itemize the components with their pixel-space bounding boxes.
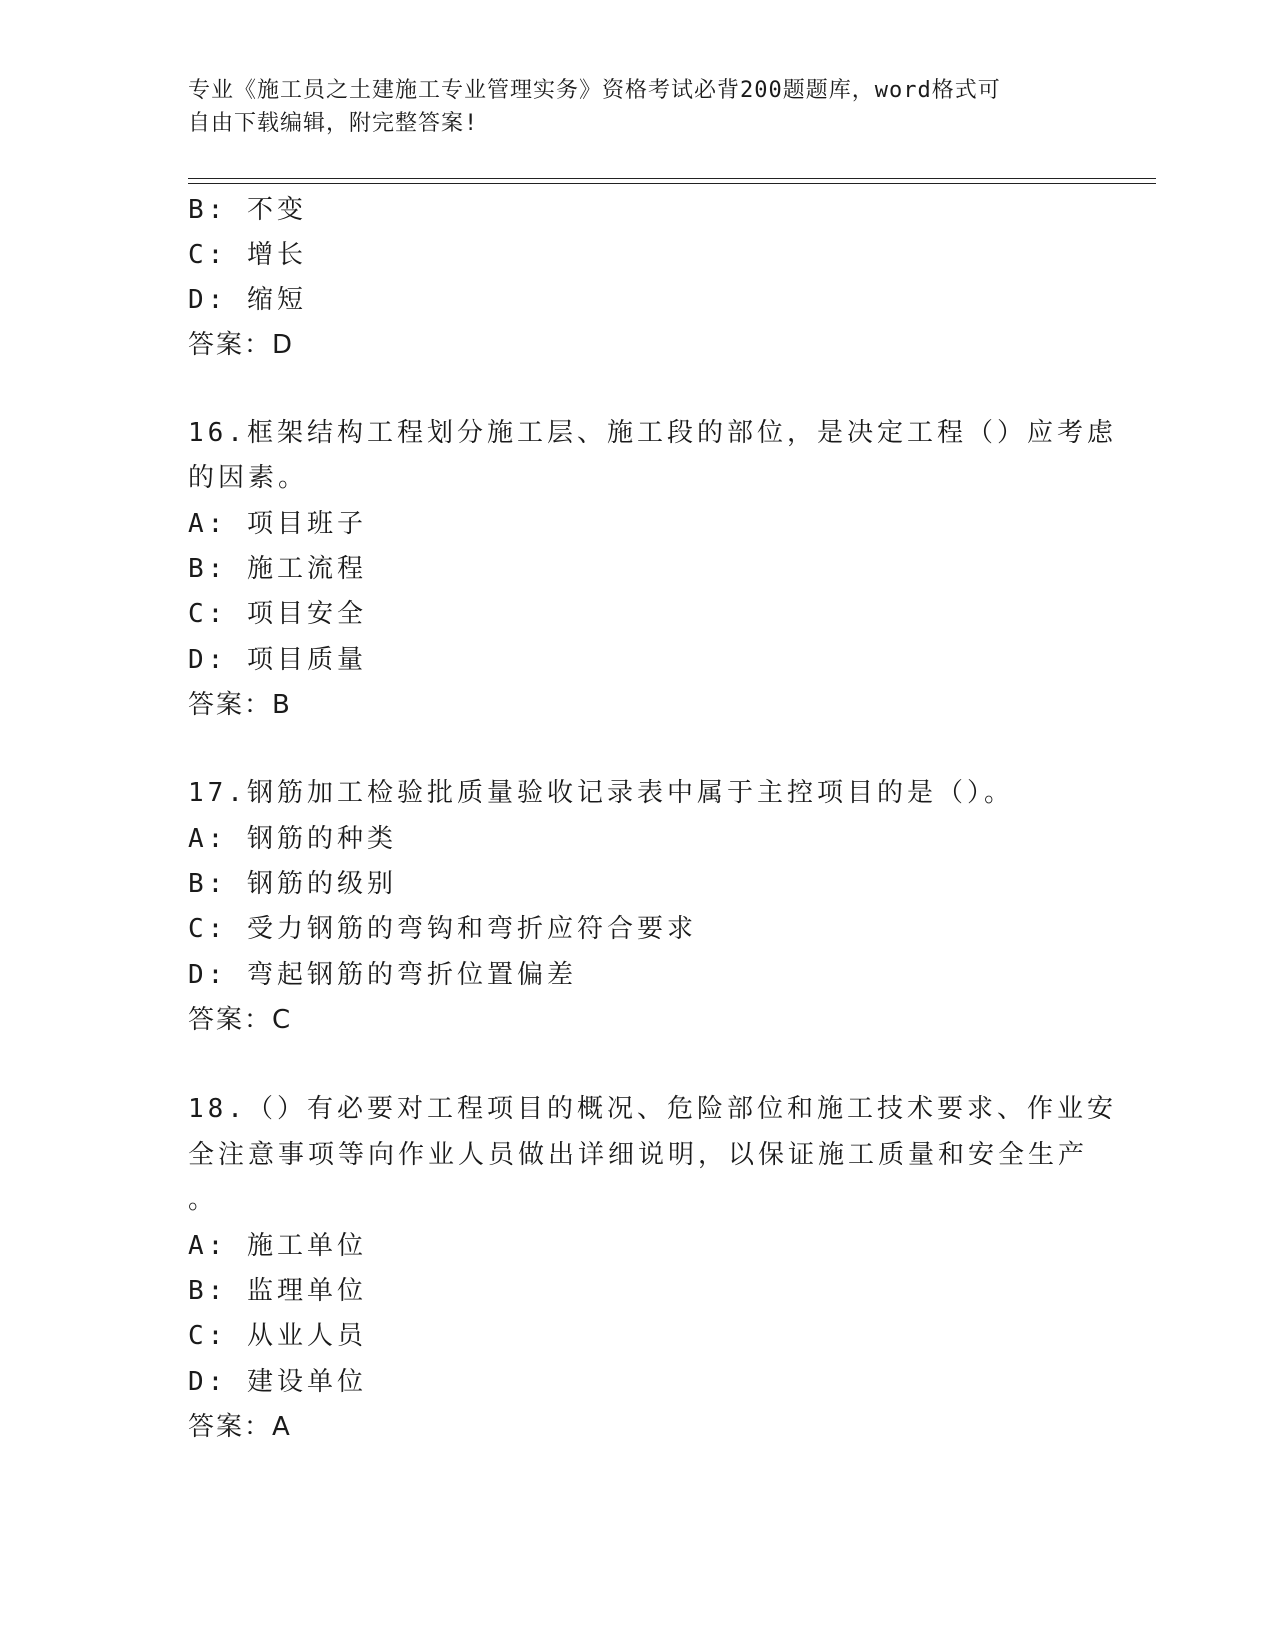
header-divider-bottom [188,183,1156,184]
q18-option-b: B: 监理单位 [188,1276,367,1306]
q17-answer: 答案：C [188,1005,293,1035]
q18-question-line-2: 全注意事项等向作业人员做出详细说明，以保证施工质量和安全生产 [188,1140,1089,1170]
q16-option-c: C: 项目安全 [188,599,367,629]
q15-option-d: D: 缩短 [188,285,307,315]
header-divider-top [188,178,1156,179]
q17-option-a: A: 钢筋的种类 [188,824,397,854]
q15-option-c: C: 增长 [188,240,307,270]
q17-question-line-1: 17.钢筋加工检验批质量验收记录表中属于主控项目的是（）。 [188,778,1014,808]
header-line-1: 专业《施工员之土建施工专业管理实务》资格考试必背200题题库，word格式可 [188,78,1001,103]
document-header [188,74,1068,140]
q16-option-b: B: 施工流程 [188,554,367,584]
q16-question-line-1: 16.框架结构工程划分施工层、施工段的部位，是决定工程（）应考虑 [188,418,1117,448]
q17-option-b: B: 钢筋的级别 [188,869,397,899]
q16-option-d: D: 项目质量 [188,645,367,675]
q17-option-d: D: 弯起钢筋的弯折位置偏差 [188,960,577,990]
q18-option-c: C: 从业人员 [188,1321,367,1351]
q16-question-line-2: 的因素。 [188,463,309,493]
q18-option-a: A: 施工单位 [188,1231,367,1261]
q17-option-c: C: 受力钢筋的弯钩和弯折应符合要求 [188,914,697,944]
q16-option-a: A: 项目班子 [188,509,367,539]
q18-question-line-3: 。 [188,1185,219,1215]
q16-answer: 答案：B [188,690,292,720]
header-line-2: 自由下载编辑，附完整答案! [188,111,479,136]
q15-option-b: B: 不变 [188,195,307,225]
q18-option-d: D: 建设单位 [188,1367,367,1397]
q18-answer: 答案：A [188,1412,292,1442]
q15-answer: 答案：D [188,330,295,360]
q18-question-line-1: 18.（）有必要对工程项目的概况、危险部位和施工技术要求、作业安 [188,1094,1117,1124]
